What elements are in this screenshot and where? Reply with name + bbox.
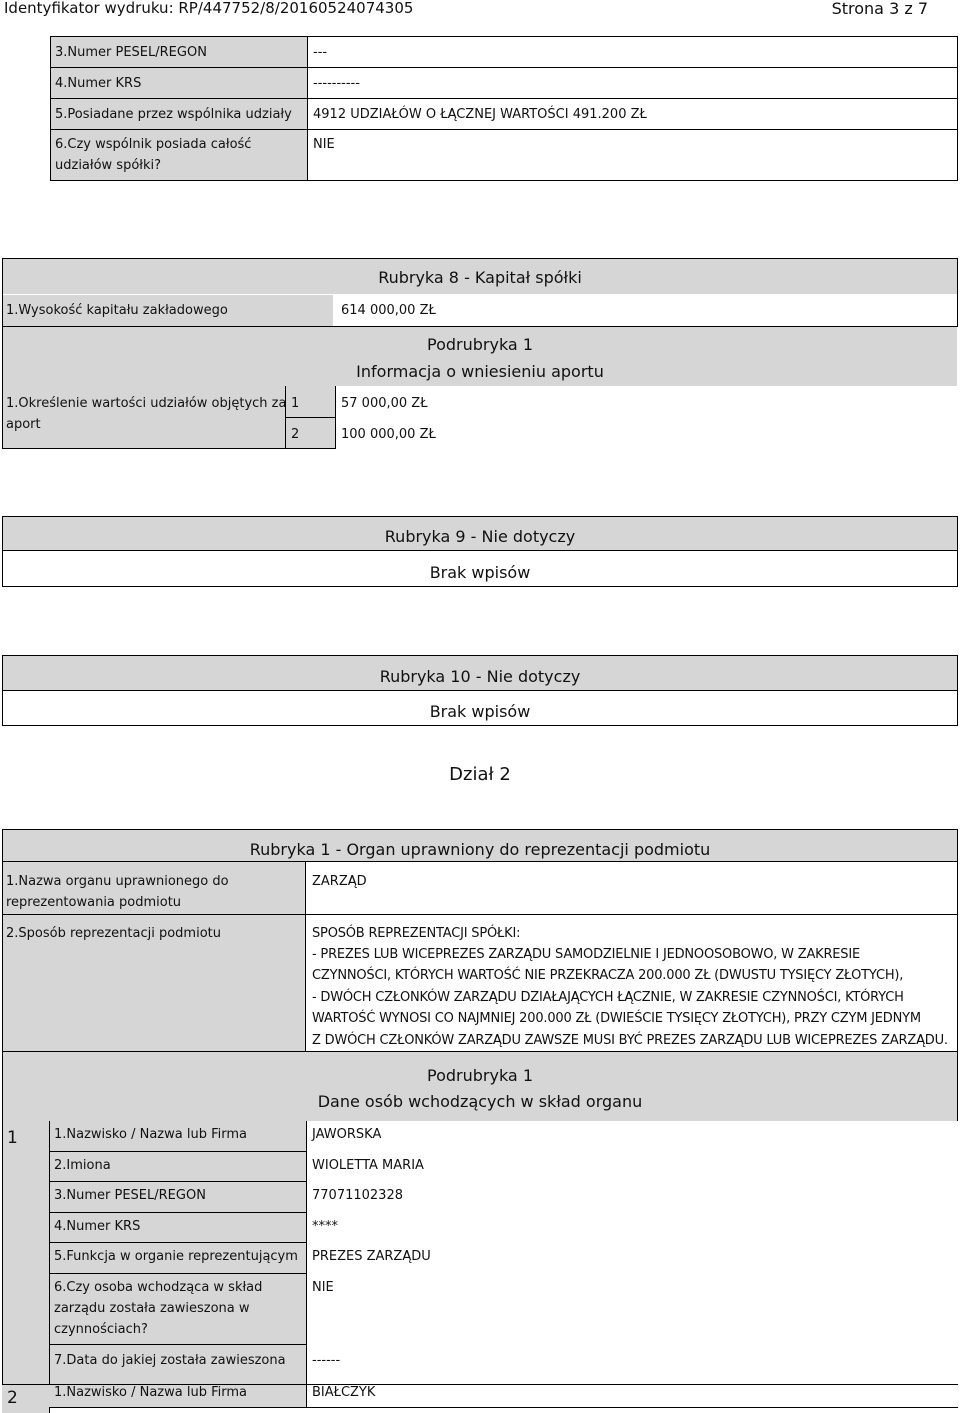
persons-subheading: Podrubryka 1: [427, 1066, 533, 1085]
aport-row-1-value: 57 000,00 ZŁ: [341, 396, 428, 411]
rubryka-10-empty: Brak wpisów: [429, 702, 531, 721]
rubryka-1-title: Rubryka 1 - Organ uprawniony do reprezentacji podmiotu: [249, 840, 711, 859]
suspended-value: NIE: [312, 1280, 334, 1295]
pesel-value: 77071102328: [312, 1188, 403, 1203]
sposob-label: 2.Sposób reprezentacji podmiotu: [6, 926, 221, 941]
function-value: PREZES ZARZĄDU: [312, 1249, 431, 1264]
krs-label: 4.Numer KRS: [54, 1219, 141, 1234]
suspended-date-value: ------: [312, 1353, 341, 1368]
names-value: WIOLETTA MARIA: [312, 1158, 424, 1173]
suspended-label-line1: 6.Czy osoba wchodząca w skład: [54, 1280, 263, 1295]
persons-subheading-title: Dane osób wchodzących w skład organu: [317, 1092, 643, 1111]
function-label: 5.Funkcja w organie reprezentującym: [54, 1249, 298, 1264]
print-id: Identyfikator wydruku: RP/447752/8/20160524074305: [4, 0, 414, 17]
person-index: 2: [7, 1388, 18, 1408]
aport-label-line1: 1.Określenie wartości udziałów objętych za: [6, 396, 287, 411]
organ-label-line1: 1.Nazwa organu uprawnionego do: [6, 874, 229, 889]
sposob-line: - DWÓCH CZŁONKÓW ZARZĄDU DZIAŁAJĄCYCH ŁĄCZNIE, W ZAKRESIE CZYNNOŚCI, KTÓRYCH: [312, 990, 904, 1005]
krs-value: ****: [312, 1219, 338, 1234]
shares-value: 4912 UDZIAŁÓW O ŁĄCZNEJ WARTOŚCI 491.200 ZŁ: [313, 107, 647, 122]
organ-value: ZARZĄD: [312, 874, 367, 889]
capital-label: 1.Wysokość kapitału zakładowego: [6, 303, 228, 318]
whole-shares-label-line2: udziałów spółki?: [55, 158, 162, 173]
page-number: Strona 3 z 7: [831, 0, 928, 18]
suspended-label-line3: czynnościach?: [54, 1322, 148, 1337]
suspended-label-line2: zarządu została zawieszona w: [54, 1301, 250, 1316]
person-index: 1: [7, 1128, 18, 1148]
aport-label-line2: aport: [6, 417, 41, 432]
rubryka-9-title: Rubryka 9 - Nie dotyczy: [384, 527, 576, 546]
whole-shares-value: NIE: [313, 137, 335, 152]
sposob-line: CZYNNOŚCI, KTÓRYCH WARTOŚĆ NIE PRZEKRACZA 200.000 ZŁ (DWUSTU TYSIĘCY ZŁOTYCH),: [312, 968, 904, 983]
aport-row-2-value: 100 000,00 ZŁ: [341, 427, 436, 442]
capital-value: 614 000,00 ZŁ: [341, 303, 436, 318]
pesel-value: ---: [313, 45, 328, 60]
names-label: 2.Imiona: [54, 1158, 111, 1173]
sposob-line: Z DWÓCH CZŁONKÓW ZARZĄDU ZAWSZE MUSI BYĆ PREZES ZARZĄDU LUB WICEPREZES ZARZĄDU.: [312, 1033, 948, 1048]
krs-label: 4.Numer KRS: [55, 76, 142, 91]
sposob-line: WARTOŚĆ WYNOSI CO NAJMNIEJ 200.000 ZŁ (DWIEŚCIE TYSIĘCY ZŁOTYCH), PRZY CZYM JEDNYM: [312, 1011, 921, 1026]
whole-shares-label-line1: 6.Czy wspólnik posiada całość: [55, 137, 252, 152]
rubryka-8-title: Rubryka 8 - Kapitał spółki: [378, 268, 582, 287]
surname-label: 1.Nazwisko / Nazwa lub Firma: [54, 1127, 247, 1142]
krs-value: ----------: [313, 76, 360, 91]
pesel-label: 3.Numer PESEL/REGON: [55, 45, 207, 60]
sposob-line: SPOSÓB REPREZENTACJI SPÓŁKI:: [312, 926, 521, 941]
surname-value: BIAŁCZYK: [312, 1385, 376, 1400]
rubryka-10-title: Rubryka 10 - Nie dotyczy: [379, 667, 581, 686]
section-title: Dział 2: [449, 764, 511, 785]
rubryka-9-empty: Brak wpisów: [429, 563, 531, 582]
surname-value: JAWORSKA: [312, 1127, 382, 1142]
aport-subheading-title: Informacja o wniesieniu aportu: [356, 362, 604, 381]
suspended-date-label: 7.Data do jakiej została zawieszona: [54, 1353, 286, 1368]
surname-label: 1.Nazwisko / Nazwa lub Firma: [54, 1385, 247, 1400]
aport-row-2-num: 2: [291, 427, 300, 442]
aport-subheading: Podrubryka 1: [427, 335, 533, 354]
shares-label: 5.Posiadane przez wspólnika udziały: [55, 107, 292, 122]
organ-label-line2: reprezentowania podmiotu: [6, 895, 182, 910]
pesel-label: 3.Numer PESEL/REGON: [54, 1188, 206, 1203]
sposob-line: - PREZES LUB WICEPREZES ZARZĄDU SAMODZIELNIE I JEDNOOSOBOWO, W ZAKRESIE: [312, 947, 861, 962]
aport-row-1-num: 1: [291, 396, 300, 411]
